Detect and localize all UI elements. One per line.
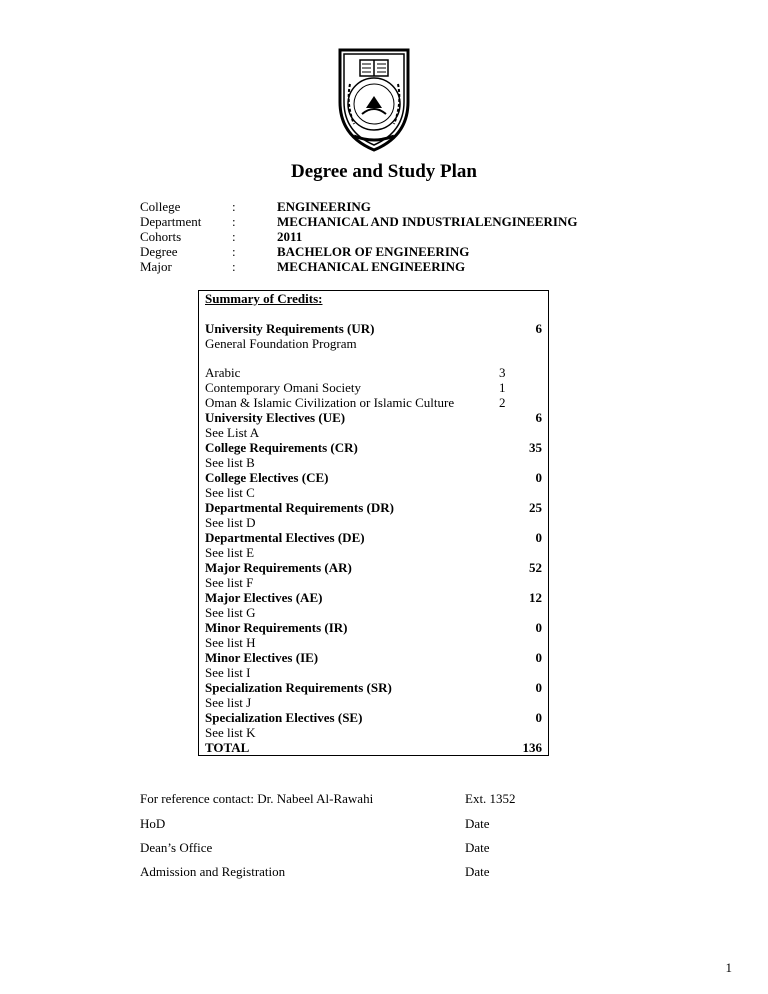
ur-credits: 6: [535, 321, 542, 336]
category-title: Minor Electives (IE): [205, 650, 319, 665]
category-list-row: [205, 725, 542, 740]
category-list-row: [205, 635, 542, 650]
total-label: TOTAL: [205, 740, 250, 755]
category-list: See list B: [205, 455, 255, 470]
page-title: Degree and Study Plan: [291, 161, 477, 182]
ur-program-row: [205, 336, 542, 351]
category-list-row: [205, 605, 542, 620]
ur-item-row: [205, 365, 542, 380]
category-credits: 12: [529, 590, 542, 605]
category-credits: 0: [535, 680, 542, 695]
ur-item-row: [205, 380, 542, 395]
summary-of-credits-box: [198, 290, 549, 756]
category-title: Major Electives (AE): [205, 590, 323, 605]
ur-item-credits: 2: [499, 395, 506, 410]
total-credits: 136: [522, 740, 542, 755]
footer-right: Ext. 1352: [465, 791, 516, 806]
category-credits: 0: [535, 620, 542, 635]
category-list-row: [205, 695, 542, 710]
category-row-sr: [205, 680, 542, 695]
ur-item-credits: 3: [499, 365, 506, 380]
category-credits: 0: [535, 530, 542, 545]
category-row-cr: [205, 440, 542, 455]
category-row-ie: [205, 650, 542, 665]
footer-left: Admission and Registration: [140, 864, 286, 879]
info-colon: :: [232, 199, 236, 214]
info-label: Degree: [140, 244, 178, 259]
category-list: See list C: [205, 485, 255, 500]
category-list-row: [205, 665, 542, 680]
footer-left: HoD: [140, 816, 166, 831]
category-credits: 6: [535, 410, 542, 425]
category-title: University Electives (UE): [205, 410, 346, 425]
info-value: BACHELOR OF ENGINEERING: [277, 244, 470, 259]
info-colon: :: [232, 244, 236, 259]
category-credits: 0: [535, 470, 542, 485]
info-value: MECHANICAL AND INDUSTRIALENGINEERING: [277, 214, 578, 229]
page-number: 1: [725, 960, 732, 975]
category-list: See list G: [205, 605, 256, 620]
category-list: See list D: [205, 515, 256, 530]
category-title: College Requirements (CR): [205, 440, 358, 455]
info-label: Major: [140, 259, 172, 274]
footer-right: Date: [465, 840, 490, 855]
category-row-ue: [205, 410, 542, 425]
category-list: See list E: [205, 545, 255, 560]
ur-row: [205, 321, 542, 336]
category-credits: 0: [535, 710, 542, 725]
university-crest-logo: [304, 44, 444, 154]
info-value: ENGINEERING: [277, 199, 371, 214]
category-list-row: [205, 545, 542, 560]
info-colon: :: [232, 259, 236, 274]
category-row-ar: [205, 560, 542, 575]
category-list-row: [205, 455, 542, 470]
ur-item-row: [205, 395, 542, 410]
category-credits: 52: [529, 560, 542, 575]
info-value: MECHANICAL ENGINEERING: [277, 259, 466, 274]
category-credits: 0: [535, 650, 542, 665]
footer-left: Dean’s Office: [140, 840, 213, 855]
category-credits: 35: [529, 440, 542, 455]
footer-right: Date: [465, 816, 490, 831]
info-label: College: [140, 199, 181, 214]
category-list: See list F: [205, 575, 254, 590]
category-title: Major Requirements (AR): [205, 560, 352, 575]
category-title: College Electives (CE): [205, 470, 329, 485]
total-row: [205, 740, 542, 755]
category-row-dr: [205, 500, 542, 515]
ur-title: University Requirements (UR): [205, 321, 375, 336]
category-row-ae: [205, 590, 542, 605]
ur-item-credits: 1: [499, 380, 506, 395]
category-row-se: [205, 710, 542, 725]
category-credits: 25: [529, 500, 542, 515]
category-row-de: [205, 530, 542, 545]
category-list-row: [205, 485, 542, 500]
category-list: See list H: [205, 635, 256, 650]
category-list: See list I: [205, 665, 251, 680]
summary-heading: Summary of Credits:: [205, 291, 323, 306]
category-list: See list K: [205, 725, 256, 740]
category-list-row: [205, 575, 542, 590]
ur-item-label: Oman & Islamic Civilization or Islamic Culture: [205, 395, 455, 410]
category-row-ir: [205, 620, 542, 635]
category-list: See list J: [205, 695, 252, 710]
info-value: 2011: [277, 229, 303, 244]
footer-right: Date: [465, 864, 490, 879]
category-title: Minor Requirements (IR): [205, 620, 348, 635]
category-row-ce: [205, 470, 542, 485]
info-label: Cohorts: [140, 229, 182, 244]
category-title: Specialization Electives (SE): [205, 710, 363, 725]
category-list-row: [205, 425, 542, 440]
ur-item-label: Contemporary Omani Society: [205, 380, 361, 395]
category-list-row: [205, 515, 542, 530]
info-colon: :: [232, 229, 236, 244]
category-title: Specialization Requirements (SR): [205, 680, 392, 695]
category-list: See List A: [205, 425, 260, 440]
ur-item-label: Arabic: [205, 365, 241, 380]
category-title: Departmental Requirements (DR): [205, 500, 394, 515]
ur-program: General Foundation Program: [205, 336, 357, 351]
info-label: Department: [140, 214, 202, 229]
footer-left: For reference contact: Dr. Nabeel Al-Rawahi: [140, 791, 374, 806]
category-title: Departmental Electives (DE): [205, 530, 365, 545]
info-colon: :: [232, 214, 236, 229]
